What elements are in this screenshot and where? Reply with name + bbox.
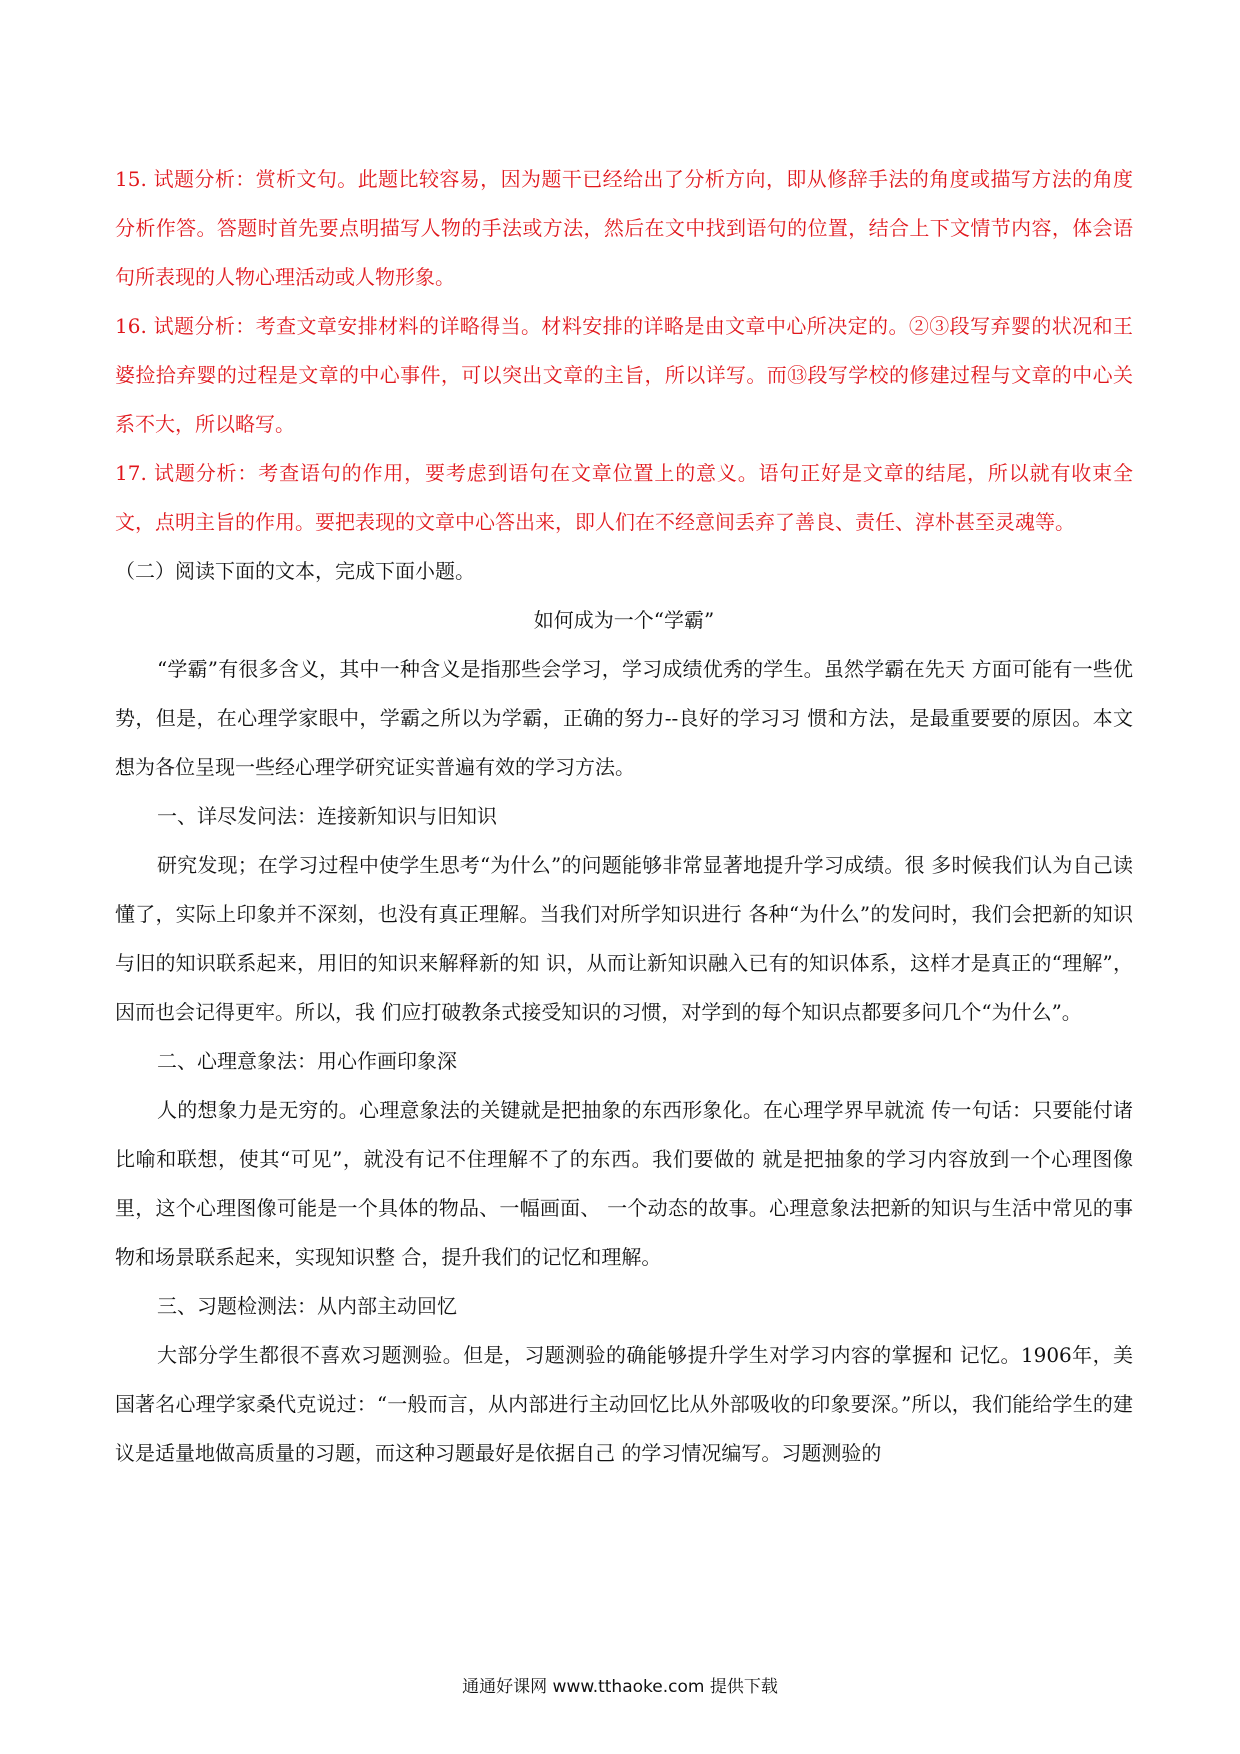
article-intro: “学霸”有很多含义，其中一种含义是指那些会学习，学习成绩优秀的学生。虽然学霸在先天 方面可能有一些优势，但是，在心理学家眼中，学霸之所以为学霸，正确的努力--良好的学习习 惯和方法，是最重要要的原因。本文想为各位呈现一些经心理学研究证实普遍有效的学习方法。	[115, 657, 1133, 779]
method-3-body: 大部分学生都很不喜欢习题测验。但是，习题测验的确能够提升学生对学习内容的掌握和 记忆。1906年，美国著名心理学家桑代克说过：“一般而言，从内部进行主动回忆比从外部吸收的印象要深。”所以，我们能给学生的建议是适量地做高质量的习题，而这种习题最好是依据自己 的学习情况编写。习题测验的	[115, 1343, 1133, 1465]
method-2-body: 人的想象力是无穷的。心理意象法的关键就是把抽象的东西形象化。在心理学界早就流 传一句话：只要能付诸比喻和联想，使其“可见”，就没有记不住理解不了的东西。我们要做的 就是把抽象的学习内容放到一个心理图像里，这个心理图像可能是一个具体的物品、一幅画面、 一个动态的故事。心理意象法把新的知识与生活中常见的事物和场景联系起来，实现知识整 合，提升我们的记忆和理解。	[115, 1098, 1133, 1269]
section-heading: （二）阅读下面的文本，完成下面小题。	[115, 559, 475, 583]
answer-17: 17. 试题分析：考查语句的作用，要考虑到语句在文章位置上的意义。语句正好是文章的结尾，所以就有收束全文，点明主旨的作用。要把表现的文章中心答出来，即人们在不经意间丢弃了善良、责任、淳朴甚至灵魂等。	[115, 461, 1133, 534]
page-content	[115, 155, 1133, 1478]
article-title: 如何成为一个“学霸”	[533, 608, 715, 632]
footer-source: 通通好课网 www.tthaoke.com 提供下载	[462, 1677, 778, 1697]
method-1-heading: 一、详尽发问法：连接新知识与旧知识	[157, 804, 497, 828]
method-2-heading: 二、心理意象法：用心作画印象深	[157, 1049, 457, 1073]
method-1-body: 研究发现；在学习过程中使学生思考“为什么”的问题能够非常显著地提升学习成绩。很 多时候我们认为自己读懂了，实际上印象并不深刻，也没有真正理解。当我们对所学知识进行 各种“为什么”的发问时，我们会把新的知识与旧的知识联系起来，用旧的知识来解释新的知 识，从而让新知识融入已有的知识体系，这样才是真正的“理解”，因而也会记得更牢。所以，我 们应打破教条式接受知识的习惯，对学到的每个知识点都要多问几个“为什么”。	[115, 853, 1133, 1024]
answer-16: 16. 试题分析：考查文章安排材料的详略得当。材料安排的详略是由文章中心所决定的。②③段写弃婴的状况和王婆捡拾弃婴的过程是文章的中心事件，可以突出文章的主旨，所以详写。而⑬段写学校的修建过程与文章的中心关系不大，所以略写。	[115, 314, 1133, 436]
method-3-heading: 三、习题检测法：从内部主动回忆	[157, 1294, 457, 1318]
answer-15: 15. 试题分析：赏析文句。此题比较容易，因为题干已经给出了分析方向，即从修辞手法的角度或描写方法的角度分析作答。答题时首先要点明描写人物的手法或方法，然后在文中找到语句的位置，结合上下文情节内容，体会语句所表现的人物心理活动或人物形象。	[115, 167, 1133, 289]
